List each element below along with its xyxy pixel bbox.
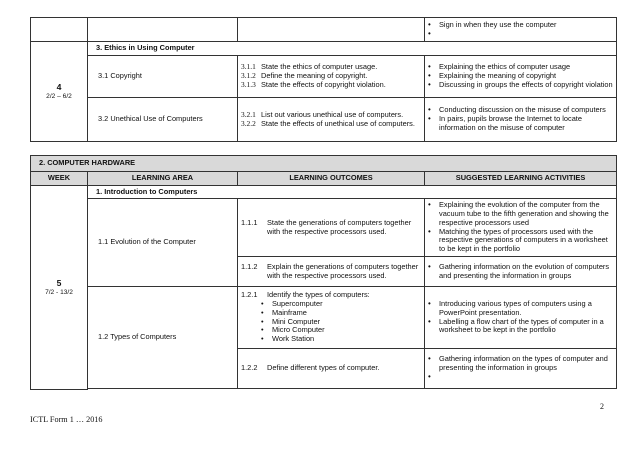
lesson-plan-table-week-5 [30,155,617,390]
week-cell [31,42,88,142]
header-row [31,172,617,186]
learning-outcomes-cell [238,257,425,287]
table-row [31,42,617,56]
list-item: • Micro Computer [261,325,325,335]
activities-cell [425,257,617,287]
section-title: 2. COMPUTER HARDWARE [31,156,617,172]
table-row [31,18,617,42]
week-range: 7/2 - 13/2 [45,288,73,296]
learning-outcomes-cell [238,287,425,349]
bullet-icon: • [428,316,431,326]
bullet-icon: • [428,105,431,115]
list-item: • Explaining the evolution of the computer from the vacuum tube to the fifth generation and showing the respective processors used [428,199,609,227]
outcome-line: 3.1.3 State the effects of copyright violation. [241,79,386,89]
subsection-title: 1. Introduction to Computers [88,186,617,199]
outcome-line: 1.1.2 Explain the generations of computers together with the respective processors used. [241,261,419,280]
outcome-line: 1.2.1 Identify the types of computers: [241,289,370,299]
learning-outcomes-cell [238,98,425,142]
outcome-line: 1.1.1 State the generations of computers together with the respective processors used. [241,217,412,236]
bullet-icon: • [428,114,431,124]
table-row [31,156,617,172]
section-title: 3. Ethics in Using Computer [88,42,617,56]
table-row [31,199,617,257]
list-item [428,373,613,382]
week-number: 4 [56,81,62,92]
bullet-icon: • [428,71,431,81]
learning-area-cell: 1.1 Evolution of the Computer [88,199,238,287]
list-item: • Mainframe [261,307,307,317]
outcome-line: 3.2.2 State the effects of unethical use of computers. [241,118,415,128]
learning-area-cell: 3.1 Copyright [88,56,238,98]
table-row [31,186,617,199]
list-item: • In pairs, pupils browse the Internet to locate information on the misuse of computer [428,114,582,132]
bullet-icon: • [428,371,431,381]
activities-cell [425,349,617,389]
bullet-icon: • [428,261,431,271]
bullet-icon: • [261,298,264,308]
column-header: SUGGESTED LEARNING ACTIVITIES [425,172,617,186]
lesson-plan-table-week-4 [30,17,617,142]
outcome-line: 3.1.1 State the ethics of computer usage. [241,62,378,72]
bullet-icon: • [428,79,431,89]
bullet-icon: • [428,199,431,209]
computer-types-list [261,300,421,344]
column-header: WEEK [31,172,88,186]
list-item: • Supercomputer [261,298,323,308]
list-item: • Explaining the ethics of computer usage [428,62,571,72]
outcome-line: 1.2.2 Define different types of computer. [241,363,380,373]
bullet-icon: • [428,28,431,38]
activities-cell [425,56,617,98]
list-item: • Gathering information on the evolution of computers and presenting the information in groups [428,261,610,280]
list-item: • Conducting discussion on the misuse of computers [428,105,606,115]
column-header: LEARNING AREA [88,172,238,186]
list-item: • Work Station [261,334,315,344]
bullet-icon: • [428,226,431,236]
learning-outcomes-cell [238,199,425,257]
learning-outcomes-cell [238,349,425,389]
outcome-line: 3.1.2 Define the meaning of copyright. [241,71,368,81]
activities-cell [425,199,617,257]
page-number: 2 [600,402,604,411]
list-item: • Introducing various types of computers using a PowerPoint presentation. [428,298,592,317]
activities-cell [425,287,617,349]
bullet-icon: • [261,325,264,335]
list-item: • Gathering information on the types of computer and presenting the information in groups [428,354,608,373]
list-item: • Explaining the meaning of copyright [428,71,557,81]
bullet-icon: • [428,298,431,308]
learning-outcomes-cell [238,56,425,98]
week-range: 2/2 – 6/2 [46,93,72,101]
list-item: • Matching the types of processors used with the respective generations of computers in a worksheet to be kept in the portfolio [428,226,608,254]
list-item: • Mini Computer [261,316,321,326]
activities-cell [425,18,617,42]
bullet-icon: • [428,354,431,364]
column-header: LEARNING OUTCOMES [238,172,425,186]
bullet-icon: • [261,334,264,344]
table-row [31,287,617,349]
week-number: 5 [56,277,62,288]
bullet-icon: • [261,316,264,326]
list-item [428,30,613,39]
list-item: • Discussing in groups the effects of copyright violation [428,79,613,89]
learning-area-cell: 1.2 Types of Computers [88,287,238,389]
list-item: • Labelling a flow chart of the types of computer in a worksheet to be kept in the portfolio [428,316,604,335]
table-row [31,98,617,142]
week-cell [31,186,88,390]
page-footer: ICTL Form 1 … 2016 [30,415,103,424]
outcome-line: 3.2.1 List out various unethical use of computers. [241,109,404,119]
activities-cell [425,98,617,142]
list-item: • Sign in when they use the computer [428,19,557,29]
bullet-icon: • [428,19,431,29]
bullet-icon: • [261,307,264,317]
table-row [31,56,617,98]
bullet-icon: • [428,62,431,72]
learning-area-cell: 3.2 Unethical Use of Computers [88,98,238,142]
